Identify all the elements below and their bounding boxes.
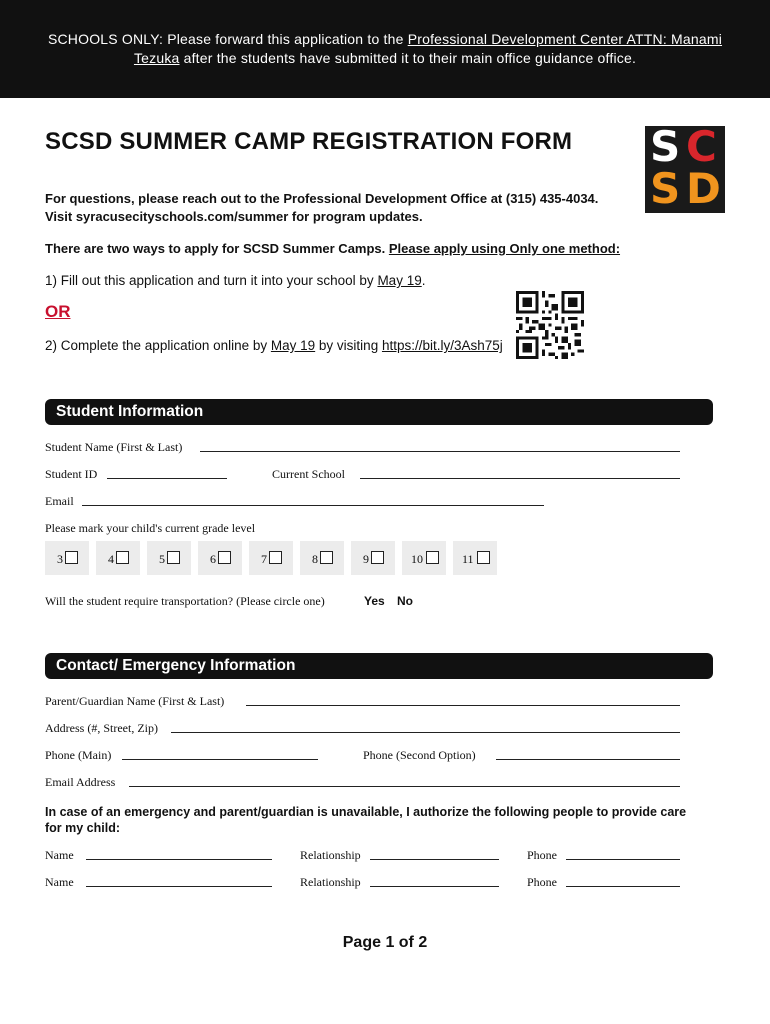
emergency-1-phone-field[interactable] [566, 859, 680, 860]
emergency-1-phone-label: Phone [527, 848, 557, 862]
banner-contact-name: Tezuka [133, 50, 180, 66]
grade-label: 5 [159, 552, 165, 566]
method-1-end: . [421, 273, 426, 288]
student-name-label: Student Name (First & Last) [45, 440, 183, 454]
grade-option-7[interactable] [249, 541, 293, 575]
student-section-header: Student Information [45, 399, 713, 425]
grade-label: 9 [363, 552, 369, 566]
emergency-2-phone-label: Phone [527, 875, 557, 889]
method-1-date: May 19 [377, 273, 422, 288]
address-field[interactable] [171, 732, 680, 733]
banner-line-1 [48, 30, 722, 49]
grade-checkbox[interactable] [477, 551, 490, 564]
grade-label: 3 [57, 552, 63, 566]
grade-label: 8 [312, 552, 318, 566]
emergency-1-name-field[interactable] [86, 859, 272, 860]
logo-letter-s2: S [650, 164, 681, 213]
banner-contact-link: Professional Development Center ATTN: Manami [407, 31, 723, 47]
banner-text: SCHOOLS ONLY: Please forward this application to the [47, 31, 408, 47]
grade-label: 7 [261, 552, 267, 566]
logo-letter-c: C [686, 122, 717, 171]
parent-name-label: Parent/Guardian Name (First & Last) [45, 694, 225, 708]
grade-checkbox[interactable] [65, 551, 78, 564]
student-name-field[interactable] [200, 451, 680, 452]
current-school-field[interactable] [360, 478, 680, 479]
emergency-2-relationship-field[interactable] [370, 886, 499, 887]
phone-second-label: Phone (Second Option) [363, 748, 476, 762]
emergency-2-phone-field[interactable] [566, 886, 680, 887]
form-title: SCSD SUMMER CAMP REGISTRATION FORM [45, 128, 573, 155]
grade-option-9[interactable] [351, 541, 395, 575]
logo-letter-s1: S [650, 122, 681, 171]
grade-label: 11 [462, 552, 474, 566]
emergency-2-name-field[interactable] [86, 886, 272, 887]
transportation-no[interactable]: No [397, 594, 413, 608]
page-number: Page 1 of 2 [342, 934, 428, 951]
grade-option-11[interactable] [453, 541, 497, 575]
or-separator: OR [45, 302, 71, 321]
transportation-prompt: Will the student require transportation? (Please circle one) [45, 594, 325, 608]
grade-checkbox[interactable] [320, 551, 333, 564]
application-link[interactable]: https://bit.ly/3Ash75j [381, 338, 503, 353]
method-2 [45, 338, 503, 353]
method-1 [45, 273, 425, 288]
method-2-mid: by visiting [315, 338, 382, 353]
grade-option-10[interactable] [402, 541, 446, 575]
method-2-date: May 19 [270, 338, 316, 353]
parent-name-field[interactable] [246, 705, 680, 706]
address-label: Address (#, Street, Zip) [45, 721, 158, 735]
visit-website: Visit syracusecityschools.com/summer for program updates. [45, 209, 423, 224]
banner-text-end: after the students have submitted it to their main office guidance office. [179, 50, 637, 66]
methods-intro-emphasis: Please apply using Only one method: [388, 241, 621, 256]
emergency-1-name-label: Name [45, 848, 74, 862]
grade-option-6[interactable] [198, 541, 242, 575]
scsd-logo [645, 122, 725, 213]
grade-checkbox[interactable] [269, 551, 282, 564]
phone-main-field[interactable] [122, 759, 318, 760]
student-email-label: Email [45, 494, 74, 508]
email-address-field[interactable] [129, 786, 680, 787]
grade-checkbox[interactable] [218, 551, 231, 564]
banner-line-2 [134, 49, 636, 68]
grade-level-prompt: Please mark your child's current grade level [45, 521, 256, 535]
grade-option-4[interactable] [96, 541, 140, 575]
emergency-2-name-label: Name [45, 875, 74, 889]
email-address-label: Email Address [45, 775, 116, 789]
grade-checkbox[interactable] [371, 551, 384, 564]
current-school-label: Current School [272, 467, 345, 481]
emergency-1-relationship-field[interactable] [370, 859, 499, 860]
questions-contact: For questions, please reach out to the Professional Development Office at (315) 435-4034. [45, 191, 599, 206]
grade-checkbox[interactable] [116, 551, 129, 564]
emergency-2-relationship-label: Relationship [300, 875, 361, 889]
grade-option-5[interactable] [147, 541, 191, 575]
grade-label: 10 [411, 552, 423, 566]
methods-intro-text: There are two ways to apply for SCSD Summer Camps. [45, 241, 389, 256]
student-id-label: Student ID [45, 467, 98, 481]
contact-section-header: Contact/ Emergency Information [45, 653, 713, 679]
grade-checkbox[interactable] [426, 551, 439, 564]
methods-intro [45, 241, 620, 256]
emergency-1-relationship-label: Relationship [300, 848, 361, 862]
phone-main-label: Phone (Main) [45, 748, 112, 762]
method-1-text: 1) Fill out this application and turn it into your school by [45, 273, 378, 288]
student-id-field[interactable] [107, 478, 227, 479]
method-2-text: 2) Complete the application online by [45, 338, 271, 353]
grade-label: 4 [108, 552, 114, 566]
logo-letter-d: D [686, 164, 721, 213]
student-email-field[interactable] [82, 505, 544, 506]
grade-label: 6 [210, 552, 216, 566]
grade-checkbox[interactable] [167, 551, 180, 564]
transportation-yes[interactable]: Yes [364, 594, 385, 608]
top-banner [0, 0, 770, 98]
grade-option-3[interactable] [45, 541, 89, 575]
phone-second-field[interactable] [496, 759, 680, 760]
emergency-authorization-note: In case of an emergency and parent/guardian is unavailable, I authorize the following people to provide care for my child: [45, 805, 687, 835]
grade-option-8[interactable] [300, 541, 344, 575]
qr-code [516, 291, 584, 359]
